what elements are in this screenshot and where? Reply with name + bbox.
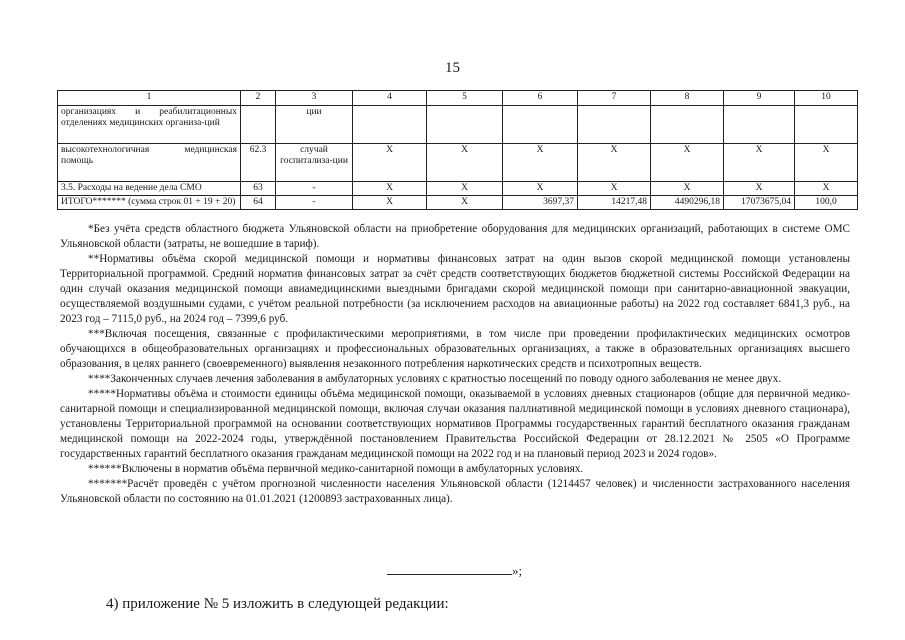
table-cell: Х: [353, 182, 427, 196]
column-number: 4: [353, 91, 427, 106]
table-cell: Х: [353, 144, 427, 182]
column-number: 5: [427, 91, 503, 106]
table-cell: 17073675,04: [724, 196, 795, 210]
column-number: 9: [724, 91, 795, 106]
footnote: *****Нормативы объёма и стоимости единицы объёма медицинской помощи, оказываемой в условиях дневных стационаров (общие для первичной медико-санитарной помощи и специализированной медицинской помощи, включая случаи оказания паллиативной медицинской помощи в условиях дневного стационара), установлены Территориальной программой на основании соответствующих нормативов Программы государственных гарантий бесплатного оказания гражданам медицинской помощи на 2022-2024 годы, утверждённой постановлением Правительства Российской Федерации от 28.12.2021 № 2505 «О Программе государственных гарантий бесплатного оказания гражданам медицинской помощи на 2022 год и на плановый период 2023 и 2024 годов».: [60, 388, 850, 460]
table-cell: Х: [578, 182, 651, 196]
table-cell: Х: [578, 144, 651, 182]
table-row: [58, 182, 858, 196]
column-number: 8: [651, 91, 724, 106]
table-row: [58, 106, 858, 144]
table-cell: [353, 106, 427, 144]
row-label: организациях и реабилитационных отделениях медицинских организа-ций: [58, 106, 241, 144]
row-label: ИТОГО******* (сумма строк 01 + 19 + 20): [58, 196, 241, 210]
table-cell: Х: [724, 182, 795, 196]
column-number: 7: [578, 91, 651, 106]
table-cell: Х: [651, 182, 724, 196]
column-number: 1: [58, 91, 241, 106]
column-number: 6: [503, 91, 578, 106]
table-header-row: [58, 91, 858, 106]
table-cell: [578, 106, 651, 144]
page-number: 15: [445, 60, 460, 76]
table-cell: Х: [353, 196, 427, 210]
table-cell: Х: [427, 196, 503, 210]
footnotes: [60, 222, 850, 507]
table-cell: [724, 106, 795, 144]
closing-mark: »;: [512, 563, 523, 578]
table-cell: Х: [427, 144, 503, 182]
table-cell: [651, 106, 724, 144]
table-cell: 3697,37: [503, 196, 578, 210]
footnote: ***Включая посещения, связанные с профилактическими мероприятиями, в том числе при проведении профилактических медицинских осмотров обучающихся в общеобразовательных организациях и профессиональных образовательных организациях, а также в образовательных организациях высшего образования, в целях раннего (своевременного) выявления незаконного потребления наркотических средств и психотропных веществ.: [60, 328, 850, 370]
table-row: [58, 144, 858, 182]
table-cell: [427, 106, 503, 144]
table-cell: 4490296,18: [651, 196, 724, 210]
table-cell: Х: [503, 182, 578, 196]
table-cell: Х: [724, 144, 795, 182]
table-row-total: [58, 196, 858, 210]
table-cell: ции: [276, 106, 353, 144]
table-cell: Х: [651, 144, 724, 182]
column-number: 3: [276, 91, 353, 106]
table-cell: Х: [795, 144, 858, 182]
table-cell: Х: [503, 144, 578, 182]
footnote: ****Законченных случаев лечения заболевания в амбулаторных условиях с кратностью посещений по поводу одного заболевания не менее двух.: [88, 373, 782, 385]
financing-table: [57, 90, 858, 210]
footnote: **Нормативы объёма скорой медицинской помощи и нормативы финансовых затрат на один вызов скорой медицинской помощи установлены Территориальной программой. Средний норматив финансовых затрат за счёт средств соответствующих бюджетов бюджетной системы Российской Федерации на один случай оказания медицинской помощи авиамедицинскими выездными бригадами скорой медицинской помощи при санитарно-авиационной эвакуации, осуществляемой воздушными судами, с учётом реальной потребности (за исключением расходов на авиационные работы) на 2022 год составляет 6841,3 руб., на 2023 год – 7115,0 руб., на 2024 год – 7399,6 руб.: [60, 253, 850, 325]
footnote: ******Включены в норматив объёма первичной медико-санитарной помощи в амбулаторных условиях.: [88, 463, 584, 475]
table-cell: 62.3: [241, 144, 276, 182]
column-number: 10: [795, 91, 858, 106]
table-cell: [503, 106, 578, 144]
table-cell: Х: [795, 182, 858, 196]
signature-line: [387, 564, 512, 575]
table-cell: 100,0: [795, 196, 858, 210]
table-cell: -: [276, 196, 353, 210]
table-cell: -: [276, 182, 353, 196]
table-cell: [241, 106, 276, 144]
footnote: *******Расчёт проведён с учётом прогнозной численности населения Ульяновской области (1214457 человек) и численности застрахованного населения Ульяновской области по состоянию на 01.01.2021 (1200893 застрахованных лица).: [60, 478, 850, 505]
table-cell: 63: [241, 182, 276, 196]
closing-line: [387, 563, 522, 579]
table-cell: 64: [241, 196, 276, 210]
amendment-instruction: 4) приложение № 5 изложить в следующей редакции:: [106, 596, 449, 612]
table-cell: Х: [427, 182, 503, 196]
footnote: *Без учёта средств областного бюджета Ульяновской области на приобретение оборудования для медицинских организаций, работающих в системе ОМС Ульяновской области (затраты, не вошедшие в тариф).: [60, 223, 850, 250]
column-number: 2: [241, 91, 276, 106]
row-label: 3.5. Расходы на ведение дела СМО: [58, 182, 241, 196]
table-cell: случай госпитализа-ции: [276, 144, 353, 182]
table-cell: 14217,48: [578, 196, 651, 210]
table-cell: [795, 106, 858, 144]
row-label: высокотехнологичная медицинская помощь: [58, 144, 241, 182]
